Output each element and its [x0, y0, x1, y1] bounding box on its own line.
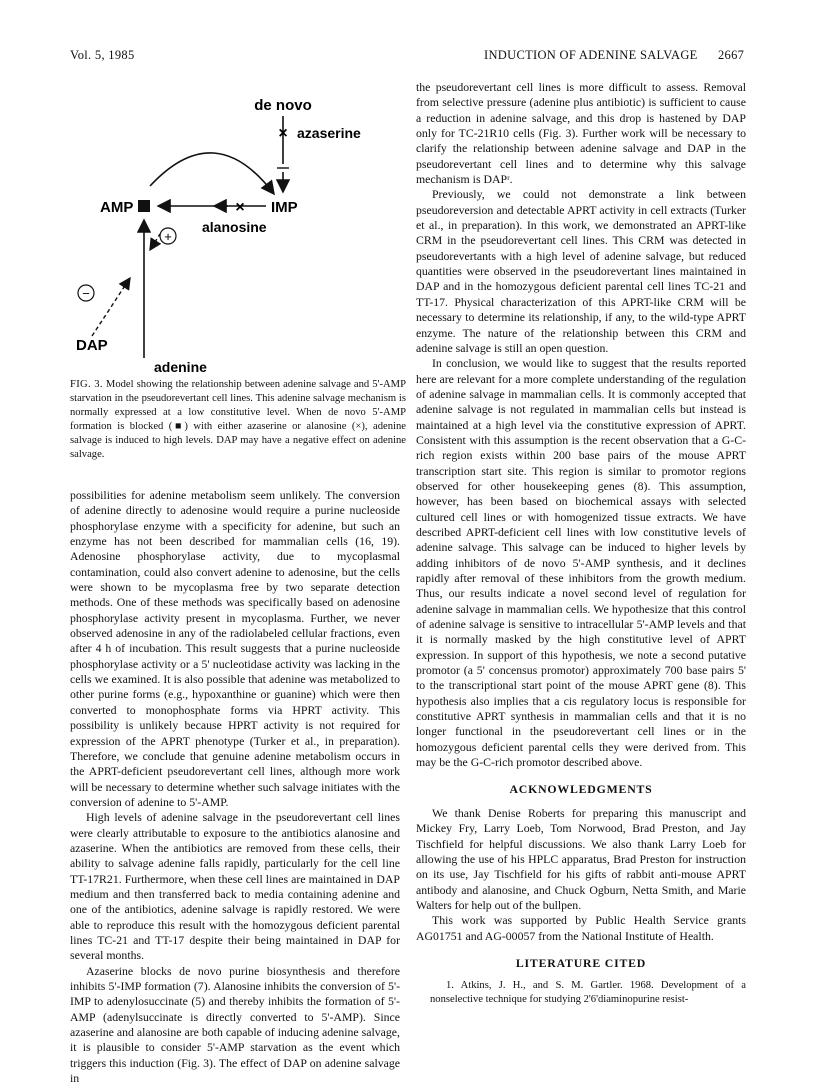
block-cross-azaserine: × — [278, 125, 288, 142]
right-column — [416, 80, 746, 1007]
minus-sign: − — [82, 286, 90, 301]
figure-caption-text: Model showing the relationship between adenine salvage and 5'-AMP starvation in the pseudorevertant cell lines. This adenine salvage mechanism is normally expressed at a low constitutive level. When de novo 5'-AMP formation is blocked (■) with either azaserine or alanosine (×), adenine salvage is induced to high levels. DAP may have a negative effect on adenine salvage. — [70, 379, 406, 460]
label-de-novo: de novo — [254, 97, 312, 114]
left-column — [70, 488, 400, 1086]
amp-to-imp-curve — [150, 153, 274, 194]
label-amp: AMP — [100, 199, 134, 216]
acknowledgments-heading: ACKNOWLEDGMENTS — [509, 782, 653, 797]
plus-sign: + — [164, 229, 172, 244]
paragraph: the pseudorevertant cell lines is more difficult to assess. Removal from selective pressure (adenine plus antibiotic) is sufficient to cause a reduction in adenine salvage, and this drop is hastened by DAP only for TC-21R10 cells (Fig. 3). Further work will be necessary to clarify the relationship between adenine salvage and DAP in the pseudorevertant cell lines and to determine why this salvage mechanism is DAPʳ. — [416, 80, 746, 187]
paragraph: In conclusion, we would like to suggest that the results reported here are relevant for a more complete understanding of the regulation of adenine salvage in mammalian cells. It is commonly accepted that adenine salvage is not regulated in mammalian cells but instead is maintained at a high level via the constitutive expression of APRT. Consistent with this assumption is the recent observation that a G-C-rich region exists within 200 base pairs of the mouse APRT transcription start site. This region is similar to promotor regions observed for other housekeeping genes (8). This assumption, however, has been based on biochemical assays with selected cultured cell lines or with homogenized tissue extracts. We have described APRT-deficient cell lines with low constitutive levels of adenine salvage. This salvage can be induced to higher levels by adding inhibitors of de novo 5'-AMP synthesis, and it declines rapidly after removal of these inhibitors from the growth medium. Thus, our results indicate a novel second level of regulation for adenine salvage in mammalian cells. We hypothesize that this control of adenine salvage is sensitive to intracellular 5'-AMP levels and that it is normally masked by the high constitutive level of APRT expression. In support of this hypothesis, we note a second putative promotor (a 5' concensus promotor) approximately 700 base pairs 5' to the transcriptional start point of the mouse APRT gene (8). This hypothesis also implies that a cis regulatory locus is responsible for constitutive APRT synthesis in mammalian cells and that it is no longer functional in the pseudorevertant cell lines or in the homozygous deficient parental cells they were derived from. This may be the G-C-rich promotor described above. — [416, 356, 746, 770]
running-title: INDUCTION OF ADENINE SALVAGE — [484, 48, 698, 62]
label-adenine: adenine — [154, 359, 207, 375]
figure-caption-label: FIG. 3. — [70, 379, 103, 390]
label-dap: DAP — [76, 337, 108, 354]
label-alanosine: alanosine — [202, 219, 267, 235]
label-azaserine: azaserine — [297, 125, 361, 141]
figure-caption — [70, 378, 406, 462]
journal-volume: Vol. 5, 1985 — [70, 48, 135, 62]
block-cross-alanosine: × — [235, 199, 245, 216]
pathway-diagram — [70, 86, 400, 376]
paragraph: Azaserine blocks de novo purine biosynthesis and therefore inhibits 5'-IMP formation (7). Alanosine inhibits the conversion of 5'-IMP to adenylosuccinate (5) and thereby inhibits the formation of 5'-AMP (adenylsuccinate is directly converted to 5'-AMP). Since azaserine and alanosine are both capable of inducing adenine salvage, it is plausible to consider 5'-AMP starvation as the event which triggers this induction (Fig. 3). The effect of DAP on adenine salvage in — [70, 963, 400, 1086]
dap-effect-dashed-arrow — [92, 278, 130, 336]
acknowledgments-paragraph: This work was supported by Public Health Service grants AG01751 and AG-00057 from the National Institute of Health. — [416, 913, 746, 943]
literature-heading: LITERATURE CITED — [515, 955, 647, 970]
block-square — [138, 200, 150, 212]
reference-item: 1. Atkins, J. H., and S. M. Gartler. 1968. Development of a nonselective technique for studying 2'6'diaminopurine resist- — [430, 980, 746, 1006]
paragraph: Previously, we could not demonstrate a link between pseudoreversion and detectable APRT activity in cell extracts (Turker et al., in preparation). In this work, we demonstrated an APRT-like CRM in the pseudorevertant cell lines. This CRM was detected in pseudorevertants with a high level of adenine salvage, but reduced quantities were observed in the pseudorevertant lines maintained in DAP and in the homozygous deficient parental cell lines TC-21 and TT-17. Physical characterization of this APRT-like CRM will be necessary to determine its relationship, if any, to the wild-type APRT enzyme. The nature of the relationship between this CRM and adenine salvage is still an open question. — [416, 187, 746, 355]
page-number: 2667 — [718, 48, 745, 62]
acknowledgments-paragraph: We thank Denise Roberts for preparing this manuscript and Mickey Fry, Larry Loeb, Tom Norwood, Brad Preston, and Jay Tischfield for helpful discussions. We also thank Larry Loeb for allowing the use of his HPLC apparatus, Brad Preston for instruction on its use, Jay Tischfield for his gifts of rabbit anti-mouse APRT antibody and alanosine, and Chuck Ogburn, Netta Smith, and Marie Walters for help out of the bullpen. — [416, 805, 746, 912]
positive-effect-dashed-arrow — [150, 234, 160, 250]
paragraph: possibilities for adenine metabolism seem unlikely. The conversion of adenine directly to adenosine would require a purine nucleoside phosphorylase enzyme with a specificity for adenine, but such an enzyme has not been described for mammalian cells (16, 19). Adenosine phosphorylase activity, due to mycoplasmal contamination, could also convert adenine to adenosine, but the cells were shown to be mycoplasma free by two separate detection methods. One of these methods was specifically based on adenosine phosphorylase activity present in mycoplasma. Further, we never observed adenosine in any of the radiolabeled cellular fractions, even after 4 h of incubation. This result suggests that a purine nucleoside phosphorylase activity or a 5' nucleotidase activity was lacking in the cells we examined. It is also possible that adenine was metabolized to other purine forms (e.g., hypoxanthine or guanine) which were then converted to monophosphate forms via HPRT activity. This possibility is unlikely because HPRT activity is not required for expression of the APRT phenotype (Turker et al., in preparation). Therefore, we conclude that genuine adenine metabolism occurs in the APRT-deficient pseudorevertant cell lines, although more work will be necessary to determine whether such salvage initiates with the conversion of adenine to 5'-AMP. — [70, 488, 400, 809]
paragraph: High levels of adenine salvage in the pseudorevertant cell lines were clearly attributable to exposure to the antibiotics alanosine and azaserine. When the antibiotics are removed from these cells, their ability to salvage adenine falls rapidly, particularly for the cell line TT-17R21. Furthermore, when these cell lines are maintained in DAP medium and then transferred back to media containing adenine and one of the antibiotics, adenine salvage is rapidly restored. We were able to reproduce this result with the homozygous deficient parental lines TC-21 and TT-17 despite their being maintained in DAP for several months. — [70, 810, 400, 963]
label-imp: IMP — [271, 199, 298, 216]
